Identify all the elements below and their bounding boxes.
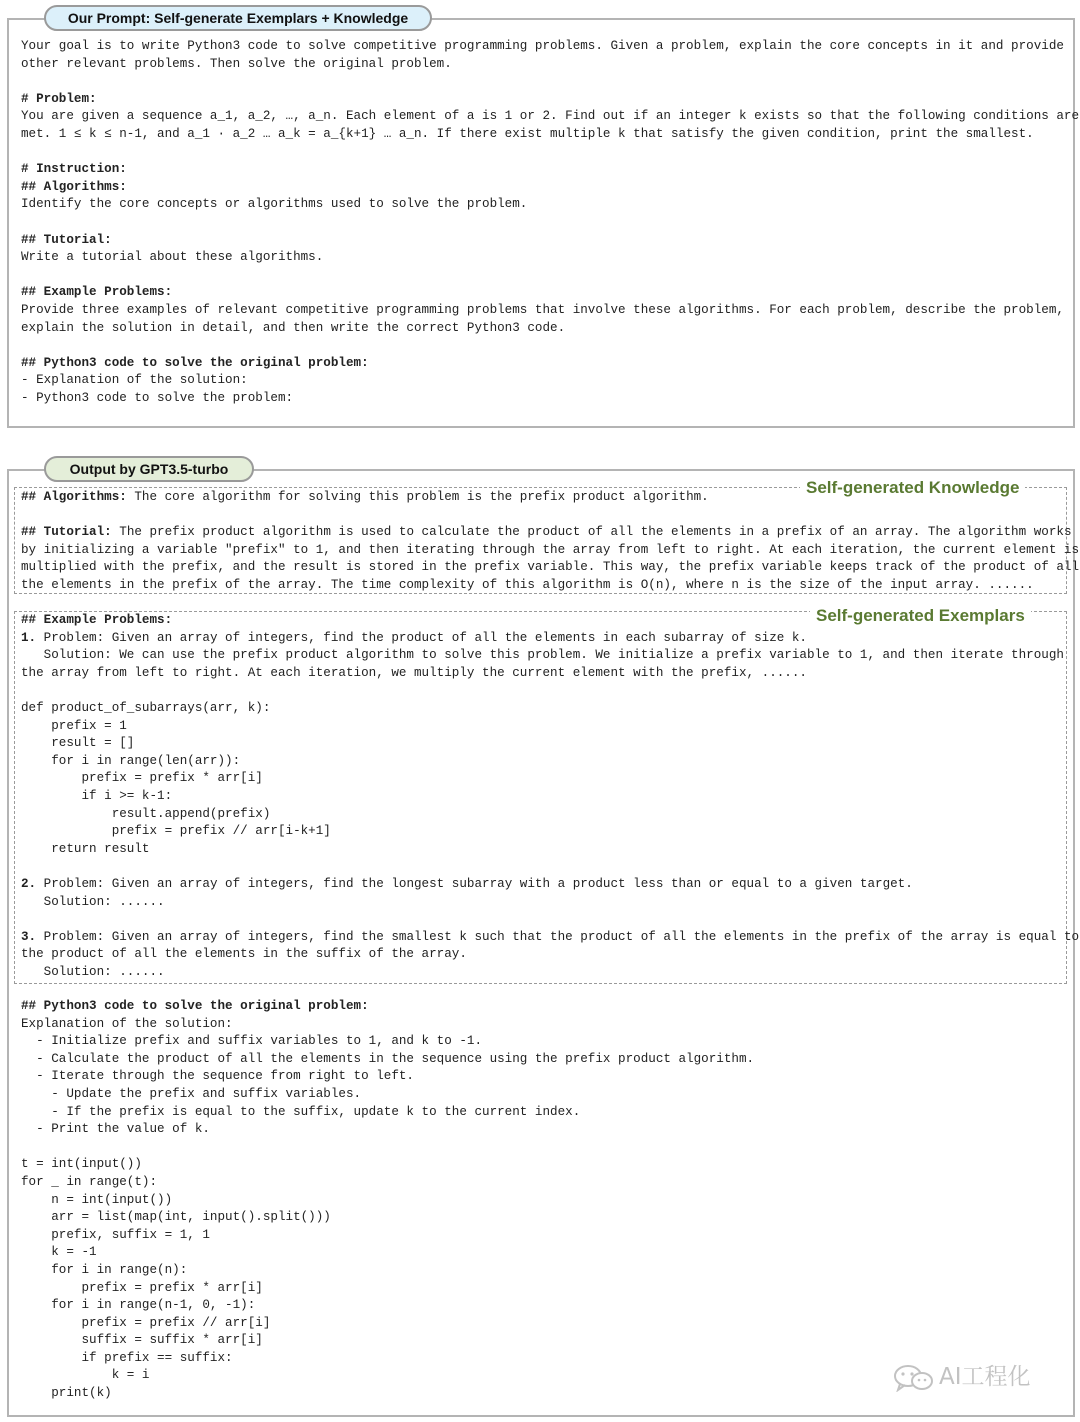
output-tutorial-line-4: the elements in the prefix of the array. The time complexity of this algorithm is O(n), where n is the size of the input array. ......	[21, 577, 1034, 592]
explanation-item: - Update the prefix and suffix variables.	[21, 1086, 362, 1101]
explanation-item: - Calculate the product of all the elements in the sequence using the prefix product algorithm.	[21, 1051, 755, 1066]
output-algorithms-text: The core algorithm for solving this problem is the prefix product algorithm.	[126, 490, 709, 504]
output-tutorial-line-3: multiplied with the prefix, and the result is stored in the prefix variable. This way, the prefix variable keeps track of the product of all	[21, 560, 1080, 575]
prompt-intro-line-2: other relevant problems. Then solve the original problem.	[21, 56, 452, 71]
algorithms-heading: ## Algorithms:	[21, 179, 127, 194]
problem-3-number: 3.	[21, 929, 37, 944]
instruction-heading: # Instruction:	[21, 162, 127, 177]
code-heading: ## Python3 code to solve the original problem:	[21, 355, 369, 370]
explanation-item: - Initialize prefix and suffix variables to 1, and k to -1.	[21, 1034, 483, 1049]
problem-2-number: 2.	[21, 876, 37, 891]
examples-heading: ## Example Problems:	[21, 285, 173, 300]
code-item-2: - Python3 code to solve the problem:	[21, 390, 294, 405]
explanation-item: - Print the value of k.	[21, 1122, 210, 1137]
code-line: n = int(input())	[21, 1192, 173, 1207]
code-line: result = []	[21, 736, 135, 751]
watermark-text: AI工程化	[939, 1364, 1031, 1390]
code-line: for i in range(n):	[21, 1262, 188, 1277]
problem-2-line-1: Problem: Given an array of integers, find the longest subarray with a product less than or equal to a given target.	[36, 876, 913, 891]
code-line: for _ in range(t):	[21, 1174, 158, 1189]
prompt-header: Our Prompt: Self-generate Exemplars + Knowledge	[44, 5, 432, 31]
problem-3-line-2: the product of all the elements in the suffix of the array.	[21, 947, 467, 962]
tutorial-text: Write a tutorial about these algorithms.	[21, 250, 324, 265]
code-line: prefix = 1	[21, 718, 127, 733]
code-line: t = int(input())	[21, 1157, 142, 1172]
examples-line-2: explain the solution in detail, and then write the correct Python3 code.	[21, 320, 566, 335]
code-line: arr = list(map(int, input().split()))	[21, 1210, 331, 1225]
knowledge-text	[21, 489, 1080, 595]
code-line: return result	[21, 841, 150, 856]
code-line: k = i	[21, 1368, 150, 1383]
explanation-heading: Explanation of the solution:	[21, 1016, 233, 1031]
prompt-intro-line-1: Your goal is to write Python3 code to solve competitive programming problems. Given a problem, explain the core concepts in it and provide	[21, 39, 1064, 53]
code-line: if prefix == suffix:	[21, 1350, 233, 1365]
exemplars-tag: Self-generated Exemplars	[810, 606, 1031, 626]
output-header: Output by GPT3.5-turbo	[44, 456, 254, 482]
code-line: for i in range(len(arr)):	[21, 753, 241, 768]
problem-3-line-3: Solution: ......	[21, 964, 165, 979]
code-line: prefix = prefix * arr[i]	[21, 771, 263, 786]
tutorial-heading: ## Tutorial:	[21, 232, 112, 247]
code-line: k = -1	[21, 1245, 97, 1260]
problem-1-line-2: Solution: We can use the prefix product algorithm to solve this problem. We initialize a prefix variable to 1, and then iterate through	[21, 648, 1064, 663]
output-algorithms-heading: ## Algorithms:	[21, 490, 127, 504]
knowledge-tag: Self-generated Knowledge	[800, 478, 1025, 498]
output-tutorial-line-2: by initializing a variable "prefix" to 1, and then iterating through the array from left to right. At each iteration, the current element is	[21, 542, 1080, 557]
problem-line-2: met. 1 ≤ k ≤ n-1, and a_1 · a_2 … a_k = a_{k+1} … a_n. If there exist multiple k that satisfy the given condition, print the smallest.	[21, 126, 1034, 141]
exemplars-text	[21, 612, 1080, 981]
problem-2-line-2: Solution: ......	[21, 894, 165, 909]
code-line: prefix = prefix * arr[i]	[21, 1280, 263, 1295]
problem-1-line-3: the array from left to right. At each iteration, we multiply the current element with the prefix, ......	[21, 665, 807, 680]
code-line: suffix = suffix * arr[i]	[21, 1333, 263, 1348]
problem-heading: # Problem:	[21, 91, 97, 106]
problem-line-1: You are given a sequence a_1, a_2, …, a_n. Each element of a is 1 or 2. Find out if an integer k exists so that the following conditions are	[21, 109, 1080, 124]
algorithms-text: Identify the core concepts or algorithms used to solve the problem.	[21, 197, 528, 212]
exemplars-heading: ## Example Problems:	[21, 613, 173, 627]
explanation-item: - If the prefix is equal to the suffix, update k to the current index.	[21, 1104, 581, 1119]
code-line: print(k)	[21, 1386, 112, 1401]
code-line: prefix = prefix // arr[i-k+1]	[21, 824, 331, 839]
code-line: result.append(prefix)	[21, 806, 271, 821]
prompt-text	[21, 38, 1080, 407]
wechat-icon	[893, 1364, 935, 1392]
problem-3-line-1: Problem: Given an array of integers, find the smallest k such that the product of all the elements in the prefix of the array is equal to	[36, 929, 1080, 944]
code-line: for i in range(n-1, 0, -1):	[21, 1298, 256, 1313]
code-line: def product_of_subarrays(arr, k):	[21, 700, 271, 715]
solution-text	[21, 998, 1066, 1403]
explanation-item: - Iterate through the sequence from right to left.	[21, 1069, 414, 1084]
code-line: prefix, suffix = 1, 1	[21, 1227, 210, 1242]
output-tutorial-heading: ## Tutorial:	[21, 525, 112, 540]
code-line: if i >= k-1:	[21, 788, 173, 803]
problem-1-number: 1.	[21, 630, 37, 645]
code-line: prefix = prefix // arr[i]	[21, 1315, 271, 1330]
solution-heading: ## Python3 code to solve the original problem:	[21, 999, 369, 1013]
code-item-1: - Explanation of the solution:	[21, 373, 248, 388]
problem-1-line-1: Problem: Given an array of integers, find the product of all the elements in each subarray of size k.	[36, 630, 807, 645]
output-tutorial-line-1: The prefix product algorithm is used to calculate the product of all the elements in a prefix of an array. The algorithm works	[111, 525, 1072, 540]
watermark	[893, 1360, 1053, 1394]
examples-line-1: Provide three examples of relevant competitive programming problems that involve these algorithms. For each problem, describe the problem,	[21, 302, 1064, 317]
